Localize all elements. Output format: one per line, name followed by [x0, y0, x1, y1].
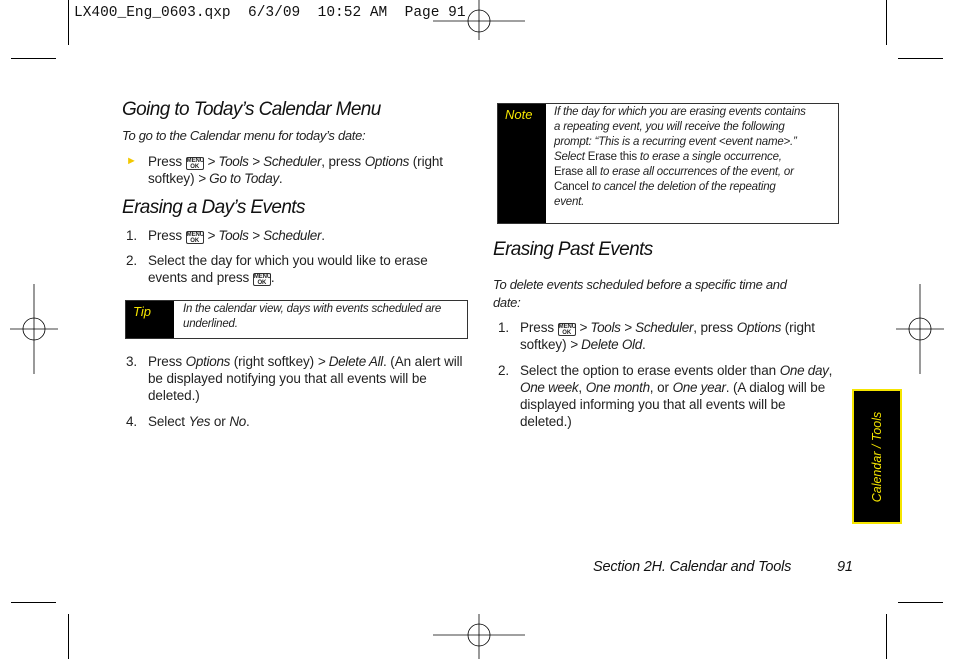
crop-mark [11, 58, 56, 59]
chapter-side-tab [852, 389, 902, 524]
crop-mark [898, 602, 943, 603]
step-1: 1. Press MENU OK > Tools > Scheduler. [126, 228, 325, 244]
note-box [497, 103, 839, 224]
ok-key-icon: MENU OK [253, 274, 272, 286]
section-lead: To go to the Calendar menu for today’s date: [122, 128, 366, 143]
crop-mark [68, 0, 69, 45]
crop-mark [68, 614, 69, 659]
tip-text: In the calendar view, days with events scheduled are underlined. [183, 303, 442, 330]
step-3: 3. Press Options (right softkey) > Delete All. (An alert will be displayed notifying you that all events will be deleted.) [126, 354, 463, 403]
step-1: 1. Press MENU OK > Tools > Scheduler, press Options (right softkey) > Delete Old. [498, 320, 815, 352]
crop-mark [898, 58, 943, 59]
page-number: 91 [837, 559, 853, 575]
footer-section-label: Section 2H. Calendar and Tools [593, 559, 792, 575]
section-title-erasing-day: Erasing a Day’s Events [122, 197, 305, 218]
step-4: 4. Select Yes or No. [126, 414, 250, 429]
bullet-icon: ► [126, 155, 137, 167]
tip-box [125, 300, 468, 339]
chapter-tab-label: Calendar / Tools [870, 411, 884, 502]
tip-label: Tip [126, 301, 174, 338]
registration-mark-icon [896, 284, 944, 374]
file-slug: LX400_Eng_0603.qxp 6/3/09 10:52 AM Page 91 [74, 5, 466, 21]
menu-ok-key-icon: MENU OK [186, 158, 204, 170]
bullet-go-to-today: ► Press MENU OK > Tools > Scheduler, press Options (right softkey) > Go to Today. [126, 154, 443, 186]
crop-mark [886, 614, 887, 659]
registration-mark-icon [10, 284, 58, 374]
registration-mark-icon [433, 614, 525, 659]
section-title-going-to-today: Going to Today’s Calendar Menu [122, 99, 381, 120]
menu-ok-key-icon: MENU OK [558, 324, 576, 336]
crop-mark [11, 602, 56, 603]
section-title-erasing-past: Erasing Past Events [493, 239, 653, 260]
section-lead: To delete events scheduled before a specific time and date: [493, 277, 787, 310]
crop-mark [886, 0, 887, 45]
step-2: 2. Select the day for which you would like to erase events and press MENU OK . [126, 253, 428, 286]
menu-ok-key-icon: MENU OK [186, 232, 204, 244]
note-label: Note [498, 104, 546, 223]
note-text: If the day for which you are erasing events contains a repeating event, you will receive the following prompt: “This is a recurring event <event name>.” Select Erase this to erase a single occurrence, Erase all to erase all occurrences of the event, or Cancel to cancel the deletion of the repeating event. [554, 106, 806, 208]
step-2: 2. Select the option to erase events older than One day, One week, One month, or One year. (A dialog will be displayed informing you that all events will be deleted.) [498, 363, 833, 429]
